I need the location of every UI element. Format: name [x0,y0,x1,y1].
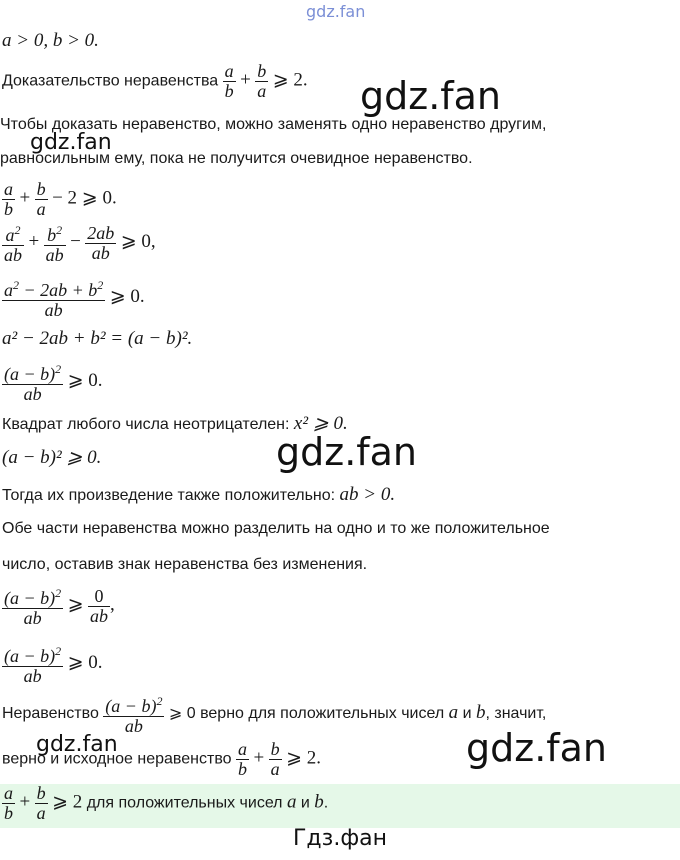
footer-watermark: Гдз.фан [293,826,387,851]
watermark-small-2: gdz.fan [36,732,118,757]
statement-label: Доказательство неравенства [2,72,223,90]
square-label: Квадрат любого числа неотрицателен: [2,416,294,433]
step-1: $\frac{a}{b}$ + $\frac{b}{a}$ − 2 ⩾ 0. [4,179,117,219]
condition-line: a > 0, b > 0. [2,30,99,51]
square-inequality: (a − b)² ⩾ 0. [2,447,102,468]
conclusion-label: Неравенство [2,705,104,723]
step-3: $\frac{a^2 - 2ab + b^2}{ab}$ ⩾ 0. [4,278,145,320]
product-label: Тогда их произведение также положительно: [2,487,340,504]
statement-line: Доказательство неравенства $\frac{a}{b}$ + $\frac{b}{a}$ ⩾ 2. [2,61,308,101]
divide-line-2: число, оставив знак неравенства без изменения. [2,556,368,573]
product-math: ab > 0. [339,484,396,505]
original-inequality-line: верно и исходное неравенство $\frac{a}{b}$ + $\frac{b}{a}$ ⩾ 2. [2,739,321,779]
final-result: $\frac{a}{b}$ + $\frac{b}{a}$ ⩾ 2 для положительных чисел a и b. [4,783,329,823]
watermark-small: gdz.fan [30,130,112,155]
step-4: $\frac{(a - b)^2}{ab}$ ⩾ 0. [4,362,103,404]
fraction-a-over-b: $\frac{a}{b}$ [224,61,234,101]
conclusion-line: Неравенство $\frac{(a - b)^2}{ab}$ ⩾ 0 верно для положительных чисел a и b, значит, [2,694,547,736]
original-label: верно и исходное неравенство [2,750,236,768]
method-line-2: равносильным ему, пока не получится очевидное неравенство. [0,150,473,167]
watermark-large-3: gdz.fan [466,726,608,770]
watermark-large: gdz.fan [360,74,502,118]
square-math: x² ⩾ 0. [293,413,348,434]
step-2: $\frac{a^2}{ab}$ + $\frac{b^2}{ab}$ − $\frac{2ab}{ab}$ ⩾ 0, [4,222,156,265]
divide-line-1: Обе части неравенства можно разделить на одно и то же положительное [2,520,550,537]
method-line-1: Чтобы доказать неравенство, можно заменять одно неравенство другим, [0,116,547,133]
product-line [2,484,395,506]
site-watermark-top: gdz.fan [306,2,366,21]
step-expand: a² − 2ab + b² = (a − b)². [2,328,193,349]
watermark-large-2: gdz.fan [276,430,418,474]
fraction-b-over-a: $\frac{b}{a}$ [257,61,267,101]
step-6: $\frac{(a - b)^2}{ab}$ ⩾ 0. [4,644,103,686]
step-5: $\frac{(a - b)^2}{ab}$ ⩾ $\frac{0}{ab}$ , [4,585,115,628]
